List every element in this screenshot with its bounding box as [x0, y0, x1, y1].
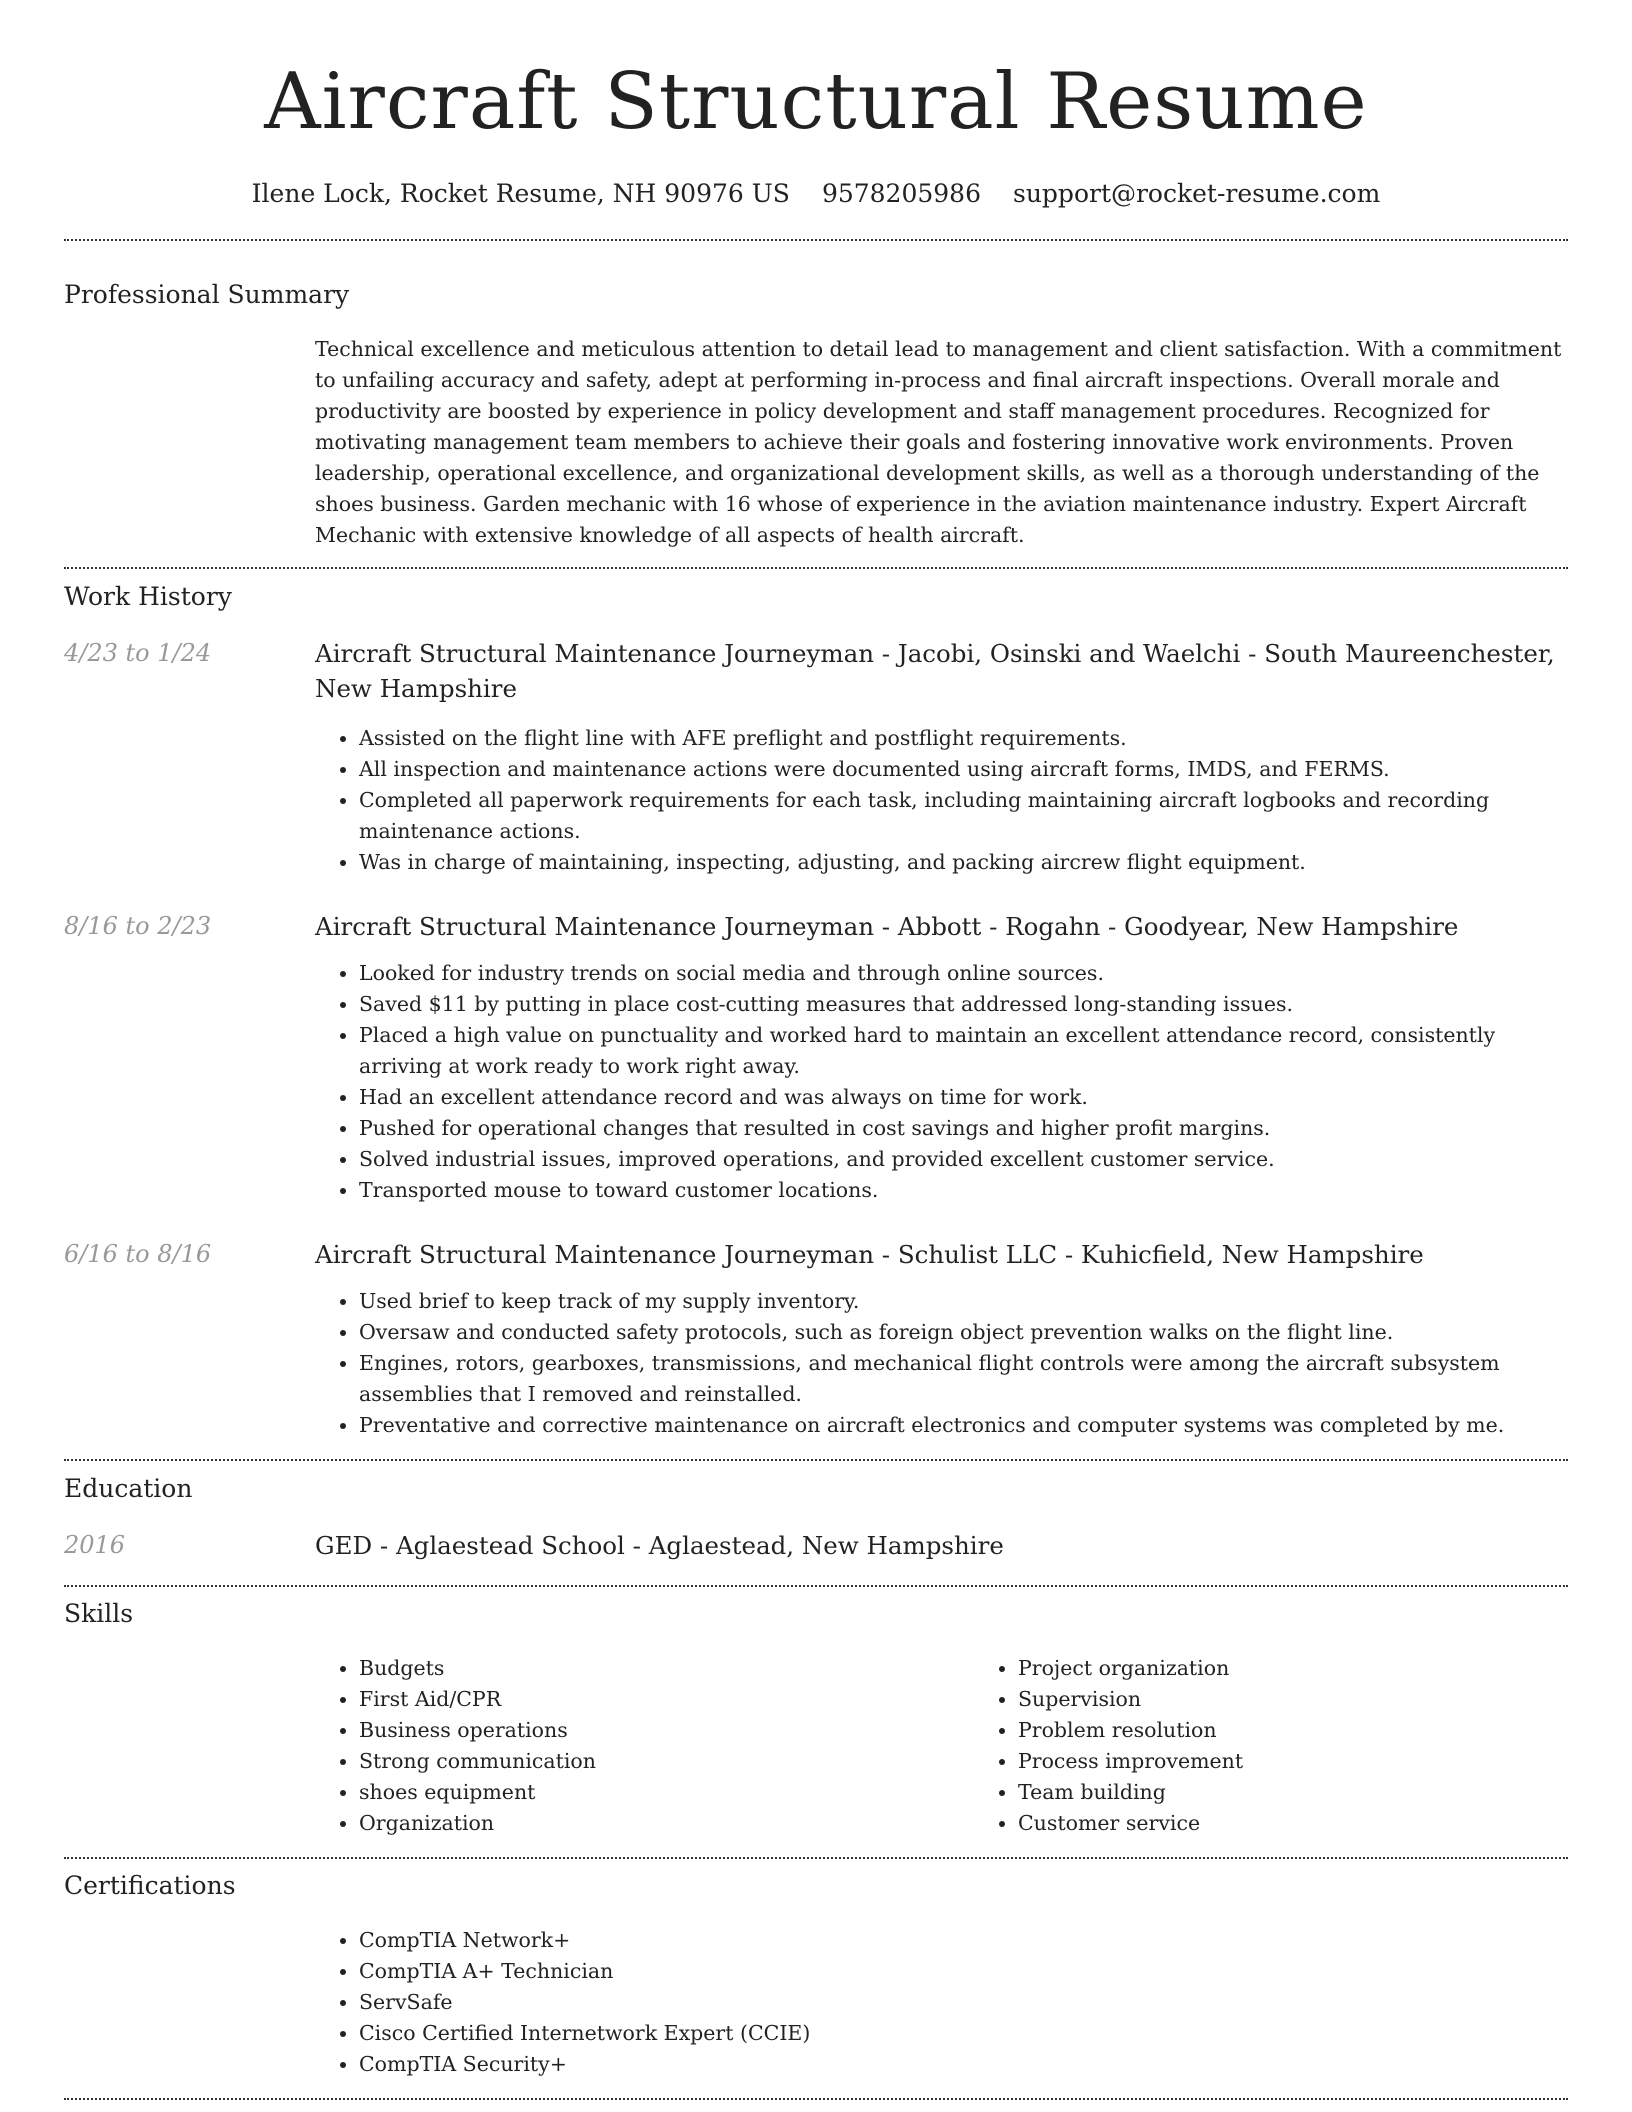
list-item: • CompTIA A+ Technician	[359, 1956, 1568, 1987]
skills-section	[0, 1587, 1632, 1839]
skills-heading: Skills	[64, 1599, 134, 1628]
list-item: • Engines, rotors, gearboxes, transmissions, and mechanical flight controls were among the aircraft subsystem assemblies that I removed and reinstalled.	[359, 1348, 1568, 1410]
list-item: • Assisted on the flight line with AFE preflight and postflight requirements.	[359, 723, 1568, 754]
contact-phone: 9578205986	[821, 179, 981, 208]
job-bullets	[315, 1286, 1568, 1441]
education-year: 2016	[64, 1531, 126, 1559]
work-heading: Work History	[64, 582, 232, 611]
summary-section	[0, 241, 1632, 551]
list-item: • Had an excellent attendance record and was always on time for work.	[359, 1082, 1568, 1113]
certifications-list	[315, 1925, 1568, 2080]
summary-heading: Professional Summary	[64, 280, 350, 309]
job-title: Aircraft Structural Maintenance Journeyman - Schulist LLC - Kuhicfield, New Hampshire	[315, 1240, 1424, 1269]
list-item: • Solved industrial issues, improved operations, and provided excellent customer service.	[359, 1144, 1568, 1175]
list-item: • Placed a high value on punctuality and worked hard to maintain an excellent attendance record, consistently arriving at work ready to work right away.	[359, 1020, 1568, 1082]
job-entry	[64, 1237, 1568, 1441]
resume-title: Aircraft Structural Resume	[264, 57, 1368, 147]
list-item: • Cisco Certified Internetwork Expert (CCIE)	[359, 2018, 1568, 2049]
list-item: • Problem resolution	[1018, 1715, 1632, 1746]
education-heading: Education	[64, 1474, 193, 1503]
list-item: • Looked for industry trends on social media and through online sources.	[359, 958, 1568, 989]
list-item: • Business operations	[359, 1715, 974, 1746]
list-item: • Supervision	[1018, 1684, 1632, 1715]
resume-header	[0, 0, 1632, 210]
list-item: • Transported mouse to toward customer locations.	[359, 1175, 1568, 1206]
education-degree: GED - Aglaestead School - Aglaestead, New Hampshire	[315, 1531, 1004, 1560]
list-item: • Team building	[1018, 1777, 1632, 1808]
list-item: • Process improvement	[1018, 1746, 1632, 1777]
job-entry	[64, 636, 1568, 878]
list-item: • Budgets	[359, 1653, 974, 1684]
contact-email: support@rocket-resume.com	[1013, 179, 1381, 208]
job-bullets	[315, 723, 1568, 878]
list-item: • Completed all paperwork requirements for each task, including maintaining aircraft logbooks and recording maintenance actions.	[359, 785, 1568, 847]
summary-text: Technical excellence and meticulous attention to detail lead to management and client satisfaction. With a commitment to unfailing accuracy and safety, adept at performing in-process and final aircraft inspections. Overall morale and productivity are boosted by experience in policy development and staff management procedures. Recognized for motivating management team members to achieve their goals and fostering innovative work environments. Proven leadership, operational excellence, and organizational development skills, as well as a thorough understanding of the shoes business. Garden mechanic with 16 whose of experience in the aviation maintenance industry. Expert Aircraft Mechanic with extensive knowledge of all aspects of health aircraft.	[315, 337, 1562, 547]
list-item: • Pushed for operational changes that resulted in cost savings and higher profit margins.	[359, 1113, 1568, 1144]
list-item: • shoes equipment	[359, 1777, 974, 1808]
certifications-heading: Certifications	[64, 1871, 236, 1900]
list-item: • Oversaw and conducted safety protocols, such as foreign object prevention walks on the flight line.	[359, 1317, 1568, 1348]
section-divider	[64, 2098, 1568, 2100]
work-section	[0, 569, 1632, 1441]
contact-address: Ilene Lock, Rocket Resume, NH 90976 US	[251, 179, 790, 208]
skills-list-left	[315, 1653, 974, 1839]
list-item: • Used brief to keep track of my supply inventory.	[359, 1286, 1568, 1317]
job-title: Aircraft Structural Maintenance Journeyman - Jacobi, Osinski and Waelchi - South Maureenchester, New Hampshire	[315, 639, 1555, 703]
job-dates: 6/16 to 8/16	[64, 1240, 212, 1268]
list-item: • All inspection and maintenance actions were documented using aircraft forms, IMDS, and FERMS.	[359, 754, 1568, 785]
skills-list-right	[974, 1653, 1632, 1839]
job-entry	[64, 909, 1568, 1206]
contact-line	[0, 178, 1632, 210]
job-bullets	[315, 958, 1568, 1206]
list-item: • CompTIA Network+	[359, 1925, 1568, 1956]
list-item: • First Aid/CPR	[359, 1684, 974, 1715]
list-item: • Saved $11 by putting in place cost-cutting measures that addressed long-standing issues.	[359, 989, 1568, 1020]
job-title: Aircraft Structural Maintenance Journeyman - Abbott - Rogahn - Goodyear, New Hampshire	[315, 912, 1459, 941]
list-item: • Organization	[359, 1808, 974, 1839]
education-section	[0, 1461, 1632, 1563]
list-item: • CompTIA Security+	[359, 2049, 1568, 2080]
list-item: • Customer service	[1018, 1808, 1632, 1839]
job-dates: 4/23 to 1/24	[64, 639, 212, 667]
job-dates: 8/16 to 2/23	[64, 912, 212, 940]
list-item: • Preventative and corrective maintenance on aircraft electronics and computer systems was completed by me.	[359, 1410, 1568, 1441]
certifications-section	[0, 1859, 1632, 2080]
list-item: • Project organization	[1018, 1653, 1632, 1684]
list-item: • Was in charge of maintaining, inspecting, adjusting, and packing aircrew flight equipment.	[359, 847, 1568, 878]
list-item: • Strong communication	[359, 1746, 974, 1777]
list-item: • ServSafe	[359, 1987, 1568, 2018]
